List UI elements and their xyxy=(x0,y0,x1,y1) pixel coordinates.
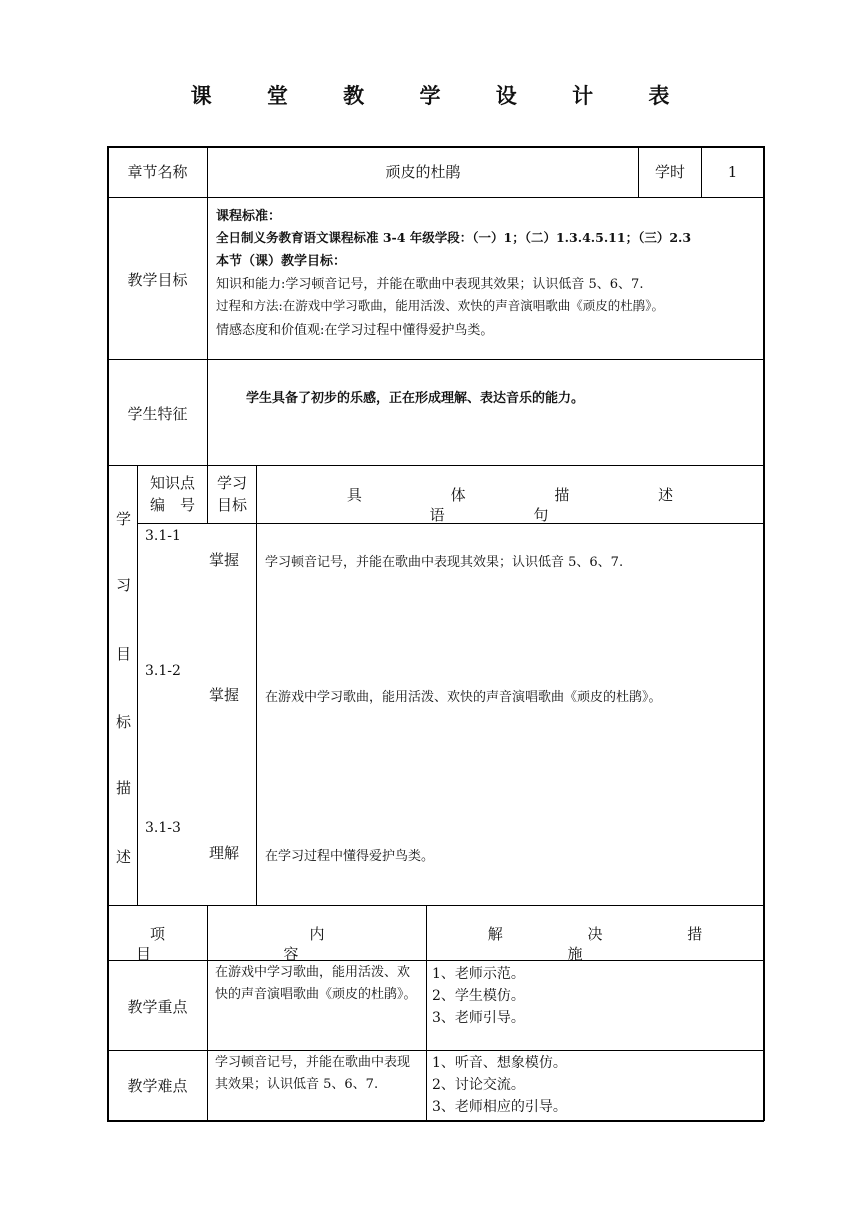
objectives-label: 教学目标 xyxy=(127,271,188,289)
difficult-measure: 2、讨论交流。 xyxy=(432,1077,525,1093)
learning-level: 理解 xyxy=(209,844,240,862)
key-measure: 1、老师示范。 xyxy=(432,966,525,982)
hours-label: 学时 xyxy=(654,163,685,181)
side-label-char: 标 xyxy=(116,713,132,731)
side-label-char: 述 xyxy=(116,848,132,866)
difficult-point-content: 学习顿音记号，并能在歌曲中表现其效果；认识低音 5、6、7. xyxy=(215,1055,411,1092)
col-divider xyxy=(256,465,257,906)
row-divider xyxy=(107,197,764,198)
learning-description: 在游戏中学习歌曲，能用活泼、欢快的声音演唱歌曲《顽皮的杜鹃》。 xyxy=(265,690,662,705)
row-divider xyxy=(107,359,764,360)
students-label: 学生特征 xyxy=(127,405,188,423)
col-divider xyxy=(207,146,208,466)
table-border-top xyxy=(107,146,764,148)
col-id-header-line2: 编 号 xyxy=(149,496,195,514)
side-label-char: 习 xyxy=(116,576,132,594)
side-label-char: 目 xyxy=(116,645,132,663)
learning-level: 掌握 xyxy=(209,551,240,569)
col-id-header-line1: 知识点 xyxy=(149,474,195,492)
table-border-right xyxy=(763,146,765,1121)
difficult-point-label: 教学难点 xyxy=(127,1077,188,1095)
difficult-measure: 1、听音、想象模仿。 xyxy=(432,1055,567,1071)
chapter-label: 章节名称 xyxy=(127,163,188,181)
row-divider xyxy=(107,1050,764,1051)
col-desc-header: 具 体 描 述 语 句 xyxy=(346,486,716,524)
learning-level: 掌握 xyxy=(209,686,240,704)
row-divider xyxy=(107,905,764,906)
knowledge-point-id: 3.1-3 xyxy=(145,820,181,836)
knowledge-point-id: 3.1-2 xyxy=(145,663,181,679)
students-text: 学生具备了初步的乐感，正在形成理解、表达音乐的能力。 xyxy=(246,391,585,406)
plan-col-item: 项 目 xyxy=(135,925,193,963)
key-point-label: 教学重点 xyxy=(127,998,188,1016)
objective-line: 情感态度和价值观:在学习过程中懂得爱护鸟类。 xyxy=(216,323,494,338)
knowledge-point-id: 3.1-1 xyxy=(145,528,181,544)
chapter-value: 顽皮的杜鹃 xyxy=(385,163,461,181)
objective-line: 课程标准： xyxy=(216,209,282,224)
key-measure: 3、老师引导。 xyxy=(432,1010,525,1026)
plan-col-measures: 解 决 措 施 xyxy=(487,925,743,963)
objective-line: 本节（课）教学目标： xyxy=(216,254,347,269)
key-point-content: 在游戏中学习歌曲，能用活泼、欢快的声音演唱歌曲《顽皮的杜鹃》。 xyxy=(215,965,417,1002)
col-goal-header-line1: 学习 xyxy=(216,474,247,492)
objective-line: 过程和方法:在游戏中学习歌曲，能用活泼、欢快的声音演唱歌曲《顽皮的杜鹃》。 xyxy=(216,298,664,313)
page-title: 课 堂 教 学 设 计 表 xyxy=(190,83,694,108)
side-label-char: 学 xyxy=(116,510,132,528)
table-border-left xyxy=(107,146,109,1121)
objective-line: 知识和能力:学习顿音记号，并能在歌曲中表现其效果；认识低音 5、6、7. xyxy=(216,277,644,292)
plan-col-content: 内 容 xyxy=(283,925,377,963)
hours-value: 1 xyxy=(727,163,738,181)
learning-description: 在学习过程中懂得爱护鸟类。 xyxy=(265,849,435,864)
table-border-bottom xyxy=(107,1120,764,1122)
col-goal-header-line2: 目标 xyxy=(216,496,247,514)
col-divider xyxy=(137,465,138,906)
difficult-measure: 3、老师相应的引导。 xyxy=(432,1099,567,1115)
objective-line: 全日制义务教育语文课程标准 3-4 年级学段：（一）1；（二）1.3.4.5.11；（三）2.3 xyxy=(216,230,692,245)
row-divider xyxy=(107,465,764,466)
side-label-char: 描 xyxy=(116,779,132,797)
key-measure: 2、学生模仿。 xyxy=(432,988,525,1004)
learning-description: 学习顿音记号，并能在歌曲中表现其效果；认识低音 5、6、7. xyxy=(265,555,624,570)
